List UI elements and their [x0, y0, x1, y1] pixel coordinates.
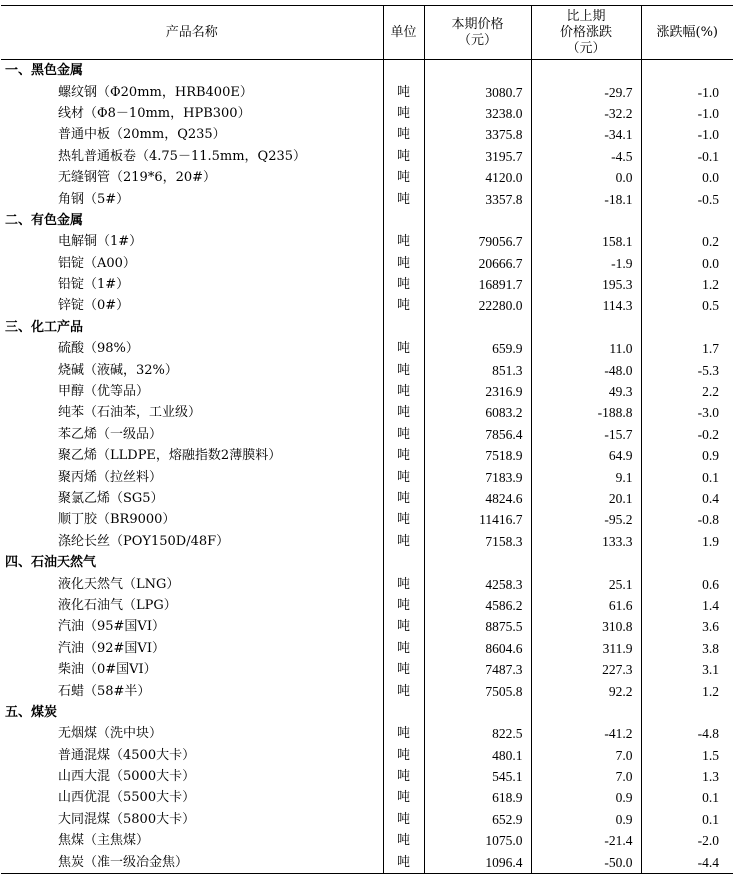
- change-percent-cell: 1.7: [641, 338, 733, 359]
- unit-cell: 吨: [383, 274, 424, 295]
- table-row: [1, 723, 733, 744]
- price-change-cell: 311.9: [531, 638, 641, 659]
- empty-cell: [383, 317, 424, 338]
- empty-cell: [641, 317, 733, 338]
- change-percent-cell: 3.1: [641, 659, 733, 680]
- change-percent-cell: -0.5: [641, 188, 733, 209]
- table-row: [1, 338, 733, 359]
- unit-cell: 吨: [383, 124, 424, 145]
- price-change-cell: -34.1: [531, 124, 641, 145]
- price-change-cell: 133.3: [531, 531, 641, 552]
- table-row: [1, 81, 733, 102]
- unit-cell: 吨: [383, 766, 424, 787]
- product-name-cell: 热轧普通板卷（4.75－11.5mm，Q235）: [58, 148, 307, 164]
- price-change-cell: -188.8: [531, 402, 641, 423]
- change-percent-cell: 1.4: [641, 595, 733, 616]
- product-name-cell: 铝锭（A00）: [58, 255, 136, 271]
- current-price-cell: 3357.8: [424, 188, 531, 209]
- price-change-cell: -32.2: [531, 103, 641, 124]
- table-row: [1, 424, 733, 445]
- header-row: [1, 6, 733, 60]
- header-price-change: [531, 6, 641, 60]
- current-price-cell: 822.5: [424, 723, 531, 744]
- table-row: [1, 680, 733, 701]
- table-row: [1, 402, 733, 423]
- change-percent-cell: -5.3: [641, 359, 733, 380]
- unit-cell: 吨: [383, 466, 424, 487]
- price-change-cell: -48.0: [531, 359, 641, 380]
- table-row: [1, 103, 733, 124]
- table-row: [1, 295, 733, 316]
- price-change-cell: 0.9: [531, 787, 641, 808]
- current-price-cell: 545.1: [424, 766, 531, 787]
- empty-cell: [531, 317, 641, 338]
- current-price-cell: 4824.6: [424, 488, 531, 509]
- price-change-cell: 20.1: [531, 488, 641, 509]
- table-row: [1, 851, 733, 873]
- table-row: [1, 445, 733, 466]
- price-change-cell: 25.1: [531, 573, 641, 594]
- table-row: [1, 274, 733, 295]
- change-percent-cell: -3.0: [641, 402, 733, 423]
- table-row: [1, 745, 733, 766]
- table-row: [1, 595, 733, 616]
- product-name-cell: 石蜡（58#半）: [58, 683, 151, 699]
- price-change-cell: -41.2: [531, 723, 641, 744]
- current-price-cell: 3080.7: [424, 81, 531, 102]
- table-row: [1, 146, 733, 167]
- unit-cell: 吨: [383, 338, 424, 359]
- product-name-cell: 苯乙烯（一级品）: [58, 426, 163, 442]
- table-header: [1, 6, 733, 60]
- change-percent-cell: 0.1: [641, 466, 733, 487]
- current-price-cell: 2316.9: [424, 381, 531, 402]
- table-row: [1, 787, 733, 808]
- empty-cell: [641, 702, 733, 723]
- change-percent-cell: -4.8: [641, 723, 733, 744]
- price-change-cell: -50.0: [531, 851, 641, 873]
- table-row: [1, 124, 733, 145]
- category-name: 一、黑色金属: [5, 63, 84, 79]
- header-price-change-line2: 价格涨跌: [559, 24, 612, 40]
- change-percent-cell: 1.2: [641, 274, 733, 295]
- product-name-cell: 线材（Φ8－10mm，HPB300）: [58, 105, 251, 121]
- change-percent-cell: -2.0: [641, 830, 733, 851]
- table-row: [1, 638, 733, 659]
- unit-cell: 吨: [383, 188, 424, 209]
- category-row: [1, 317, 733, 338]
- product-name-cell: 焦煤（主焦煤）: [58, 833, 150, 849]
- current-price-cell: 480.1: [424, 745, 531, 766]
- change-percent-cell: 1.3: [641, 766, 733, 787]
- unit-cell: 吨: [383, 787, 424, 808]
- price-change-cell: 92.2: [531, 680, 641, 701]
- price-change-cell: 0.9: [531, 809, 641, 830]
- product-name-cell: 电解铜（1#）: [58, 234, 143, 250]
- product-name-cell: 无缝钢管（219*6，20#）: [58, 170, 217, 186]
- empty-cell: [641, 210, 733, 231]
- change-percent-cell: 0.1: [641, 787, 733, 808]
- product-name-cell: 普通混煤（4500大卡）: [58, 747, 196, 763]
- current-price-cell: 7158.3: [424, 531, 531, 552]
- current-price-cell: 7183.9: [424, 466, 531, 487]
- change-percent-cell: 0.5: [641, 295, 733, 316]
- current-price-cell: 1096.4: [424, 851, 531, 873]
- table-row: [1, 188, 733, 209]
- current-price-cell: 20666.7: [424, 253, 531, 274]
- current-price-cell: 22280.0: [424, 295, 531, 316]
- price-change-cell: 64.9: [531, 445, 641, 466]
- price-change-cell: 61.6: [531, 595, 641, 616]
- price-change-cell: -18.1: [531, 188, 641, 209]
- price-change-cell: 49.3: [531, 381, 641, 402]
- unit-cell: 吨: [383, 488, 424, 509]
- header-current-price: [424, 6, 531, 60]
- table-row: [1, 573, 733, 594]
- unit-cell: 吨: [383, 531, 424, 552]
- empty-cell: [424, 60, 531, 82]
- current-price-cell: 4258.3: [424, 573, 531, 594]
- change-percent-cell: -4.4: [641, 851, 733, 873]
- unit-cell: 吨: [383, 253, 424, 274]
- empty-cell: [424, 210, 531, 231]
- unit-cell: 吨: [383, 851, 424, 873]
- change-percent-cell: 3.8: [641, 638, 733, 659]
- product-name-cell: 无烟煤（洗中块）: [58, 726, 163, 742]
- product-name-cell: 纯苯（石油苯，工业级）: [58, 405, 202, 421]
- change-percent-cell: -0.1: [641, 146, 733, 167]
- change-percent-cell: -0.8: [641, 509, 733, 530]
- price-table: [1, 5, 733, 874]
- product-name-cell: 焦炭（准一级冶金焦）: [1, 851, 383, 873]
- current-price-cell: 7487.3: [424, 659, 531, 680]
- table-row: [1, 466, 733, 487]
- change-percent-cell: 1.9: [641, 531, 733, 552]
- current-price-cell: 1075.0: [424, 830, 531, 851]
- empty-cell: [424, 552, 531, 573]
- change-percent-cell: 0.4: [641, 488, 733, 509]
- unit-cell: 吨: [383, 809, 424, 830]
- price-change-cell: 158.1: [531, 231, 641, 252]
- change-percent-cell: 1.2: [641, 680, 733, 701]
- category-row: [1, 702, 733, 723]
- current-price-cell: 3375.8: [424, 124, 531, 145]
- product-name-cell: 柴油（0#国VI）: [58, 662, 157, 678]
- price-change-cell: 195.3: [531, 274, 641, 295]
- current-price-cell: 3195.7: [424, 146, 531, 167]
- change-percent-cell: -1.0: [641, 81, 733, 102]
- empty-cell: [531, 552, 641, 573]
- table-row: [1, 381, 733, 402]
- category-name: 三、化工产品: [5, 319, 84, 335]
- unit-cell: 吨: [383, 81, 424, 102]
- price-change-cell: 7.0: [531, 745, 641, 766]
- empty-cell: [383, 552, 424, 573]
- unit-cell: 吨: [383, 231, 424, 252]
- change-percent-cell: 1.5: [641, 745, 733, 766]
- empty-cell: [424, 317, 531, 338]
- price-change-cell: 310.8: [531, 616, 641, 637]
- current-price-cell: 6083.2: [424, 402, 531, 423]
- product-name-cell: 甲醇（优等品）: [58, 384, 150, 400]
- current-price-cell: 659.9: [424, 338, 531, 359]
- price-change-cell: -29.7: [531, 81, 641, 102]
- unit-cell: 吨: [383, 167, 424, 188]
- unit-cell: 吨: [383, 638, 424, 659]
- category-name: 五、煤炭: [5, 704, 58, 720]
- empty-cell: [531, 702, 641, 723]
- current-price-cell: 7505.8: [424, 680, 531, 701]
- price-change-cell: 7.0: [531, 766, 641, 787]
- product-name-cell: 锌锭（0#）: [58, 298, 130, 314]
- price-change-cell: -4.5: [531, 146, 641, 167]
- product-name-cell: 聚乙烯（LLDPE，熔融指数2薄膜料）: [58, 448, 282, 464]
- category-row: [1, 210, 733, 231]
- current-price-cell: 11416.7: [424, 509, 531, 530]
- table-row: [1, 830, 733, 851]
- unit-cell: 吨: [383, 830, 424, 851]
- unit-cell: 吨: [383, 424, 424, 445]
- product-name-cell: 角钢（5#）: [58, 191, 130, 207]
- current-price-cell: 8875.5: [424, 616, 531, 637]
- header-price-change-line1: 比上期: [566, 8, 606, 24]
- table-row: [1, 659, 733, 680]
- change-percent-cell: -1.0: [641, 124, 733, 145]
- unit-cell: 吨: [383, 745, 424, 766]
- unit-cell: 吨: [383, 146, 424, 167]
- price-table-container: [1, 5, 733, 874]
- product-name-cell: 顺丁胶（BR9000）: [58, 512, 176, 528]
- category-name: 二、有色金属: [5, 212, 84, 228]
- product-name-cell: 汽油（95#国VI）: [58, 619, 165, 635]
- unit-cell: 吨: [383, 680, 424, 701]
- product-name-cell: 聚氯乙烯（SG5）: [58, 491, 164, 506]
- category-name: 四、石油天然气: [5, 555, 97, 571]
- header-change-percent: 涨跌幅(%): [641, 6, 733, 60]
- unit-cell: 吨: [383, 616, 424, 637]
- price-change-cell: -1.9: [531, 253, 641, 274]
- table-row: [1, 488, 733, 509]
- current-price-cell: 618.9: [424, 787, 531, 808]
- current-price-cell: 16891.7: [424, 274, 531, 295]
- empty-cell: [531, 210, 641, 231]
- unit-cell: 吨: [383, 509, 424, 530]
- product-name-cell: 山西大混（5000大卡）: [58, 769, 196, 785]
- table-row: [1, 616, 733, 637]
- product-name-cell: 山西优混（5500大卡）: [58, 790, 196, 806]
- header-current-price-line2: （元）: [457, 32, 497, 48]
- product-name-cell: 铅锭（1#）: [58, 277, 130, 293]
- product-name-cell: 普通中板（20mm，Q235）: [58, 127, 226, 143]
- current-price-cell: 3238.0: [424, 103, 531, 124]
- product-name-cell: 汽油（92#国VI）: [58, 640, 165, 656]
- price-change-cell: -21.4: [531, 830, 641, 851]
- empty-cell: [383, 702, 424, 723]
- current-price-cell: 8604.6: [424, 638, 531, 659]
- table-row: [1, 509, 733, 530]
- header-unit: 单位: [383, 6, 424, 60]
- price-change-cell: 9.1: [531, 466, 641, 487]
- header-price-change-line3: （元）: [566, 40, 606, 56]
- product-name-cell: 大同混煤（5800大卡）: [58, 811, 196, 827]
- current-price-cell: 4586.2: [424, 595, 531, 616]
- change-percent-cell: 0.2: [641, 231, 733, 252]
- table-row: [1, 253, 733, 274]
- change-percent-cell: -1.0: [641, 103, 733, 124]
- current-price-cell: 851.3: [424, 359, 531, 380]
- unit-cell: 吨: [383, 359, 424, 380]
- table-row: [1, 359, 733, 380]
- change-percent-cell: 0.6: [641, 573, 733, 594]
- empty-cell: [641, 552, 733, 573]
- table-row: [1, 231, 733, 252]
- price-change-cell: 114.3: [531, 295, 641, 316]
- current-price-cell: 4120.0: [424, 167, 531, 188]
- current-price-cell: 7856.4: [424, 424, 531, 445]
- product-name-cell: 液化天然气（LNG）: [58, 576, 180, 592]
- unit-cell: 吨: [383, 295, 424, 316]
- table-row: [1, 809, 733, 830]
- change-percent-cell: 2.2: [641, 381, 733, 402]
- change-percent-cell: 0.0: [641, 167, 733, 188]
- price-change-cell: 227.3: [531, 659, 641, 680]
- empty-cell: [383, 60, 424, 82]
- change-percent-cell: 0.1: [641, 809, 733, 830]
- current-price-cell: 7518.9: [424, 445, 531, 466]
- empty-cell: [531, 60, 641, 82]
- current-price-cell: 79056.7: [424, 231, 531, 252]
- change-percent-cell: 3.6: [641, 616, 733, 637]
- price-change-cell: -95.2: [531, 509, 641, 530]
- empty-cell: [641, 60, 733, 82]
- change-percent-cell: 0.9: [641, 445, 733, 466]
- change-percent-cell: 0.0: [641, 253, 733, 274]
- unit-cell: 吨: [383, 402, 424, 423]
- table-body: [1, 60, 733, 874]
- unit-cell: 吨: [383, 723, 424, 744]
- table-row: [1, 766, 733, 787]
- header-product-name: 产品名称: [1, 6, 383, 60]
- unit-cell: 吨: [383, 659, 424, 680]
- unit-cell: 吨: [383, 573, 424, 594]
- empty-cell: [383, 210, 424, 231]
- product-name-cell: 涤纶长丝（POY150D/48F）: [58, 533, 230, 549]
- unit-cell: 吨: [383, 103, 424, 124]
- change-percent-cell: -0.2: [641, 424, 733, 445]
- price-change-cell: 0.0: [531, 167, 641, 188]
- table-row: [1, 167, 733, 188]
- product-name-cell: 硫酸（98%）: [58, 341, 139, 357]
- unit-cell: 吨: [383, 595, 424, 616]
- product-name-cell: 螺纹钢（Φ20mm，HRB400E）: [58, 84, 253, 100]
- product-name-cell: 聚丙烯（拉丝料）: [58, 469, 163, 485]
- product-name-cell: 烧碱（液碱，32%）: [58, 362, 178, 378]
- unit-cell: 吨: [383, 381, 424, 402]
- category-row: [1, 552, 733, 573]
- price-change-cell: 11.0: [531, 338, 641, 359]
- product-name-cell: 液化石油气（LPG）: [58, 597, 177, 613]
- empty-cell: [424, 702, 531, 723]
- unit-cell: 吨: [383, 445, 424, 466]
- category-row: [1, 60, 733, 82]
- header-current-price-line1: 本期价格: [451, 16, 504, 32]
- table-row: [1, 531, 733, 552]
- current-price-cell: 652.9: [424, 809, 531, 830]
- price-change-cell: -15.7: [531, 424, 641, 445]
